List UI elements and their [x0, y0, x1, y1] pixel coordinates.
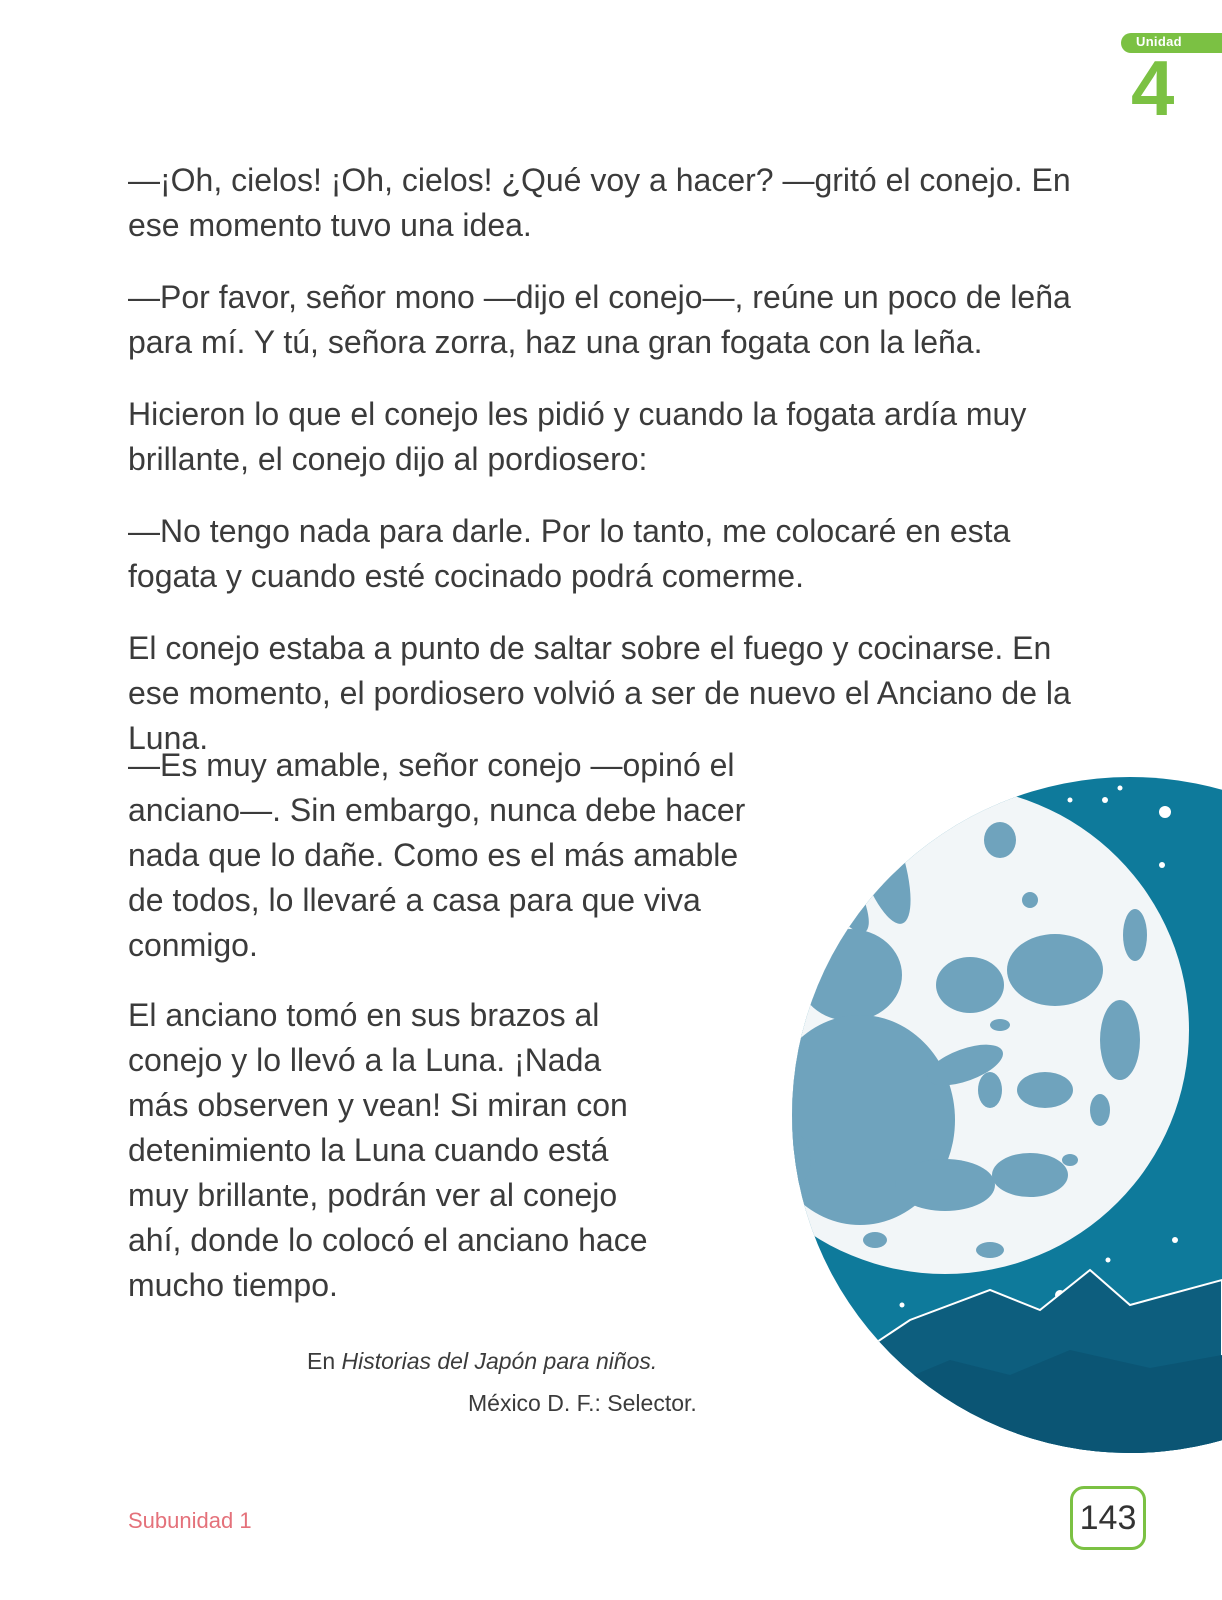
paragraph-2: —Por favor, señor mono —dijo el conejo—, reúne un poco de leña para mí. Y tú, señora zorra, haz una gran fogata con la leña.: [128, 279, 1071, 360]
paragraph-7: El anciano tomó en sus brazos al conejo y lo llevó a la Luna. ¡Nada más observen y vean! Si miran con detenimiento la Luna cuando está muy brillante, podrán ver al conejo ahí, donde lo colocó el anciano hace mucho tiempo.: [128, 997, 648, 1303]
source-citation: [307, 1350, 657, 1373]
paragraph-6: —Es muy amable, señor conejo —opinó el anciano—. Sin embargo, nunca debe hacer nada que lo dañe. Como es el más amable de todos, lo llevaré a casa para que viva conmigo.: [128, 747, 746, 963]
source-prefix: En: [307, 1348, 336, 1374]
unit-number: 4: [1131, 44, 1175, 132]
unit-label: Unidad: [1136, 34, 1182, 49]
subunit-label: Subunidad 1: [128, 1508, 252, 1533]
paragraph-5: El conejo estaba a punto de saltar sobre el fuego y cocinarse. En ese momento, el pordiosero volvió a ser de nuevo el Anciano de la Luna.: [128, 630, 1071, 756]
moon-rabbit-illustration: [650, 760, 1222, 1460]
paragraph-4: —No tengo nada para darle. Por lo tanto, me colocaré en esta fogata y cuando esté cocinado podrá comerme.: [128, 513, 1011, 594]
paragraph-1: —¡Oh, cielos! ¡Oh, cielos! ¿Qué voy a hacer? —gritó el conejo. En ese momento tuvo una idea.: [128, 162, 1071, 243]
source-publisher: México D. F.: Selector.: [468, 1390, 697, 1416]
source-book-title: Historias del Japón para niños.: [341, 1348, 658, 1374]
paragraph-3: Hicieron lo que el conejo les pidió y cuando la fogata ardía muy brillante, el conejo dijo al pordiosero:: [128, 396, 1027, 477]
page-number: 143: [1070, 1486, 1146, 1550]
